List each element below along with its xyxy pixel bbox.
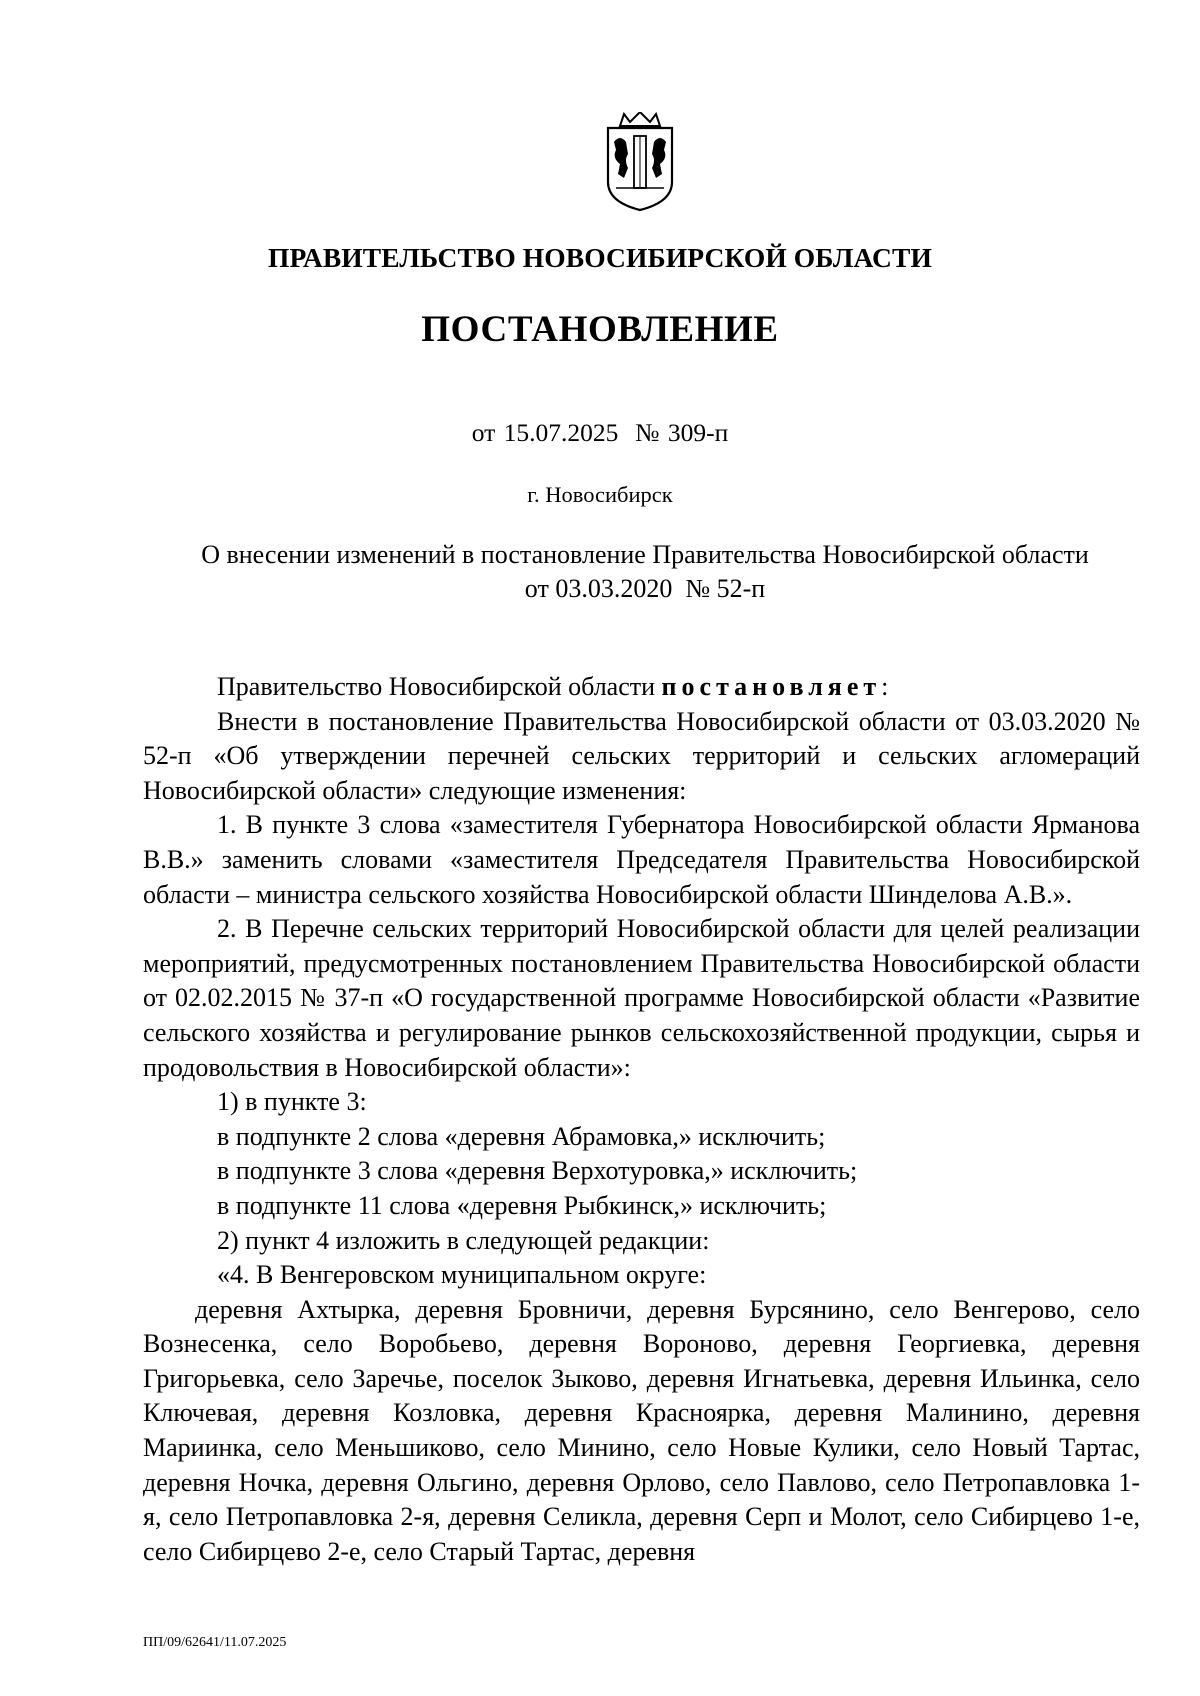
resolution-intro [143,670,1140,705]
document-date-number: от 15.07.2025 № 309-п [471,418,729,447]
paragraph-subitem-1: 1) в пункте 3: [217,1087,367,1117]
paragraph-district-heading: «4. В Венгеровском муниципальном округе: [217,1260,707,1290]
paragraph-item-2: 2. В Перечне сельских территорий Новосибирской области для целей реализации мероприятий, предусмотренных постановлением Правительства Новосибирской области от 02.02.2015 № 37-п «О государственной программе Новосибирской области «Развитие сельского хозяйства и регулирование рынков сельскохозяйственной продукции, сырья и продовольствия в Новосибирской области»: [143,914,1140,1082]
paragraph-item-1: 1. В пункте 3 слова «заместителя Губернатора Новосибирской области Ярманова В.В.» заменить словами «заместителя Председателя Правительства Новосибирской области – министра сельского хозяйства Новосибирской области Шинделова А.В.». [143,810,1140,909]
document-body [143,670,1140,1569]
document-title [150,538,1140,606]
paragraph-amend: Внести в постановление Правительства Новосибирской области от 03.03.2020 № 52-п «Об утверждении перечней сельских территорий и сельских агломераций Новосибирской области» следующие изменения: [143,706,1140,805]
document-title-line2: от 03.03.2020 № 52-п [524,574,766,603]
paragraph-subitem-2: 2) пункт 4 изложить в следующей редакции: [217,1225,710,1255]
intro-prefix: Правительство Новосибирской области [217,672,662,701]
paragraph-exclude-3: в подпункте 11 слова «деревня Рыбкинск,» исключить; [217,1190,827,1220]
intro-suffix: : [881,672,889,701]
document-title-line1: О внесении изменений в постановление Правительства Новосибирской области [201,540,1089,569]
resolves-word: постановляет [661,672,882,701]
coat-of-arms-icon [598,112,682,212]
document-type: ПОСТАНОВЛЕНИЕ [421,309,779,350]
paragraph-exclude-1: в подпункте 2 слова «деревня Абрамовка,» исключить; [217,1121,826,1151]
government-name: ПРАВИТЕЛЬСТВО НОВОСИБИРСКОЙ ОБЛАСТИ [268,242,932,273]
paragraph-settlements-list: деревня Ахтырка, деревня Бровничи, деревня Бурсянино, село Венгерово, село Вознесенка, село Воробьево, деревня Вороново, деревня Георгиевка, деревня Григорьевка, село Заречье, поселок Зыково, деревня Игнатьевка, деревня Ильинка, село Ключевая, деревня Козловка, деревня Красноярка, деревня Малинино, деревня Мариинка, село Меньшиково, село Минино, село Новые Кулики, село Новый Тартас, деревня Ночка, деревня Ольгино, деревня Орлово, село Павлово, село Петропавловка 1-я, село Петропавловка 2-я, деревня Селикла, деревня Серп и Молот, село Сибирцево 1-е, село Сибирцево 2-е, село Старый Тартас, деревня [143,1294,1140,1566]
city-name: г. Новосибирск [527,482,673,507]
paragraph-exclude-2: в подпункте 3 слова «деревня Верхотуровка,» исключить; [217,1156,858,1186]
document-registration-code: ПП/09/62641/11.07.2025 [143,1635,287,1650]
